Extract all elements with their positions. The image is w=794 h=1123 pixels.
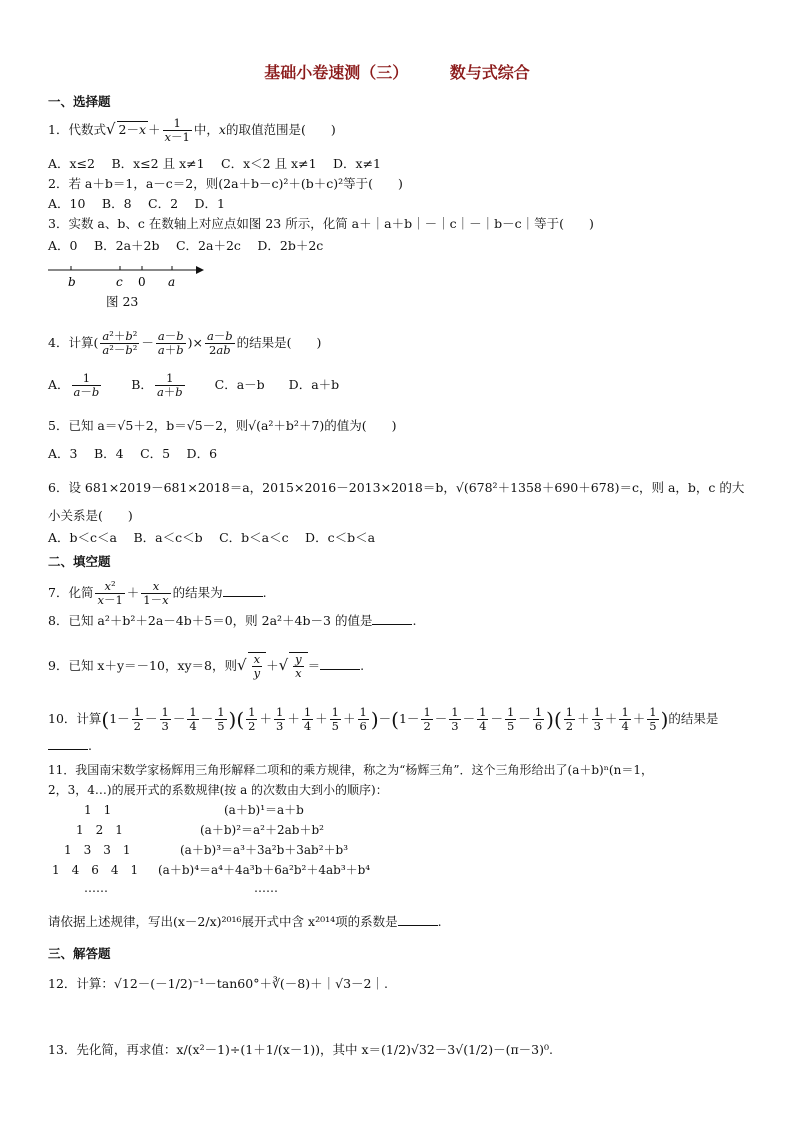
q4-opt-c: C．a－b <box>214 377 265 392</box>
label-zero: 0 <box>138 275 146 289</box>
q4-opt-a: A． <box>48 377 70 392</box>
triangle-row-5: …… <box>84 881 108 895</box>
question-7: 7．化简 $\frac{\text{x²}}{x-1}$ ＋ $\frac{x}{1-x}$ 的结果为 . <box>48 579 267 607</box>
triangle-row-1: 1 1 <box>84 803 112 817</box>
question-1: 1．代数式√ 2－x ＋ $\frac{1}{x-1}$ 中，x的取值范围是( ) <box>48 116 336 144</box>
question-12: 12．计算：√12－(－1/2)⁻¹－tan60°＋∛(－8)＋｜√3－2｜. <box>48 976 388 991</box>
question-8 <box>48 613 416 629</box>
q1-options: A．x≤2 B．x≤2 且 x≠1 C．x＜2 且 x≠1 D．x≠1 <box>48 156 381 171</box>
q10-pre: 10．计算 <box>48 711 102 726</box>
q1-pre: 1．代数式 <box>48 122 106 137</box>
question-9: 9．已知 x＋y＝－10，xy＝8，则√ $\frac{x}{y}$ ＋√ $\frac{y}{x}$ ＝ . <box>48 652 365 680</box>
q4-opt-d: D．a＋b <box>288 377 340 392</box>
title-sub: 数与式综合 <box>449 63 530 82</box>
expansion-3: (a＋b)³＝a³＋3a²b＋3ab²＋b³ <box>180 843 349 857</box>
q10-post: 的结果是 <box>668 711 719 726</box>
section-fill: 二、填空题 <box>48 554 111 569</box>
question-4: 4．计算( $\frac{\text{a²＋b²}}{\text{a²－b²}}$ － $\frac{a-b}{a+b}$ )× $\frac{a-b}{2ab}$ 的结果是( ) <box>48 329 322 357</box>
q6-options: A．b＜c＜a B．a＜c＜b C．b＜a＜c D．c＜b＜a <box>48 530 376 545</box>
expansion-1: (a＋b)¹＝a＋b <box>224 803 304 817</box>
section-solve: 三、解答题 <box>48 946 111 961</box>
question-3: 3．实数 a、b、c 在数轴上对应点如图 23 所示，化简 a＋｜a＋b｜－｜c｜－｜b－c｜等于( ) <box>48 216 594 231</box>
q1-tail: 的取值范围是( ) <box>225 122 336 137</box>
q4-opt-b: B． <box>131 377 153 392</box>
page-title <box>0 60 794 83</box>
q8-end: . <box>412 613 417 628</box>
label-b: b <box>68 275 76 289</box>
q9-pre: 9．已知 x＋y＝－10，xy＝8，则 <box>48 658 238 673</box>
q4-post: 的结果是( ) <box>236 335 322 350</box>
section-choice: 一、选择题 <box>48 94 111 109</box>
q11-ask: 请依据上述规律，写出(x－2/x)²⁰¹⁶展开式中含 x²⁰¹⁴项的系数是 <box>48 914 398 929</box>
question-6-cont: 小关系是( ) <box>48 508 133 523</box>
question-11-cont: 2，3，4…)的展开式的系数规律(按 a 的次数由大到小的顺序)： <box>48 783 388 797</box>
q11-end: . <box>437 914 442 929</box>
question-11-ask <box>48 914 442 930</box>
figure-caption: 图 23 <box>106 294 139 309</box>
triangle-row-2: 1 2 1 <box>76 823 123 837</box>
q1-post: 中， <box>193 122 219 137</box>
q7-end: . <box>262 585 267 600</box>
question-13: 13．先化简，再求值：x/(x²－1)÷(1＋1/(x－1))，其中 x＝(1/2)√32－3√(1/2)－(π－3)⁰. <box>48 1042 553 1057</box>
q10-answer-line <box>48 738 92 754</box>
q5-options: A．3 B．4 C．5 D．6 <box>48 446 218 461</box>
question-6: 6．设 681×2019－681×2018＝a，2015×2016－2013×2018＝b，√(678²＋1358＋690＋678)＝c，则 a，b，c 的大 <box>48 480 745 495</box>
q4-options: A． $\frac{1}{a-b}$ B． $\frac{1}{a+b}$ C．a－b D．a＋b <box>48 371 340 399</box>
q8-text: 8．已知 a²＋b²＋2a－4b＋5＝0，则 2a²＋4b－3 的值是 <box>48 613 373 628</box>
triangle-row-3: 1 3 3 1 <box>64 843 131 857</box>
number-line-figure <box>44 258 214 290</box>
question-10: 10．计算(1－ $\frac{1}{2}$ － $\frac{1}{3}$ － $\frac{1}{4}$ － $\frac{1}{5}$ )( $\frac{1}{2}$ ＋ $\frac{1}{3}$ ＋ $\frac{1}{4}$ ＋ $\frac{1}{5}$ ＋ $\frac{1}{6}$ )－(1－ $\frac{1}{2}$ － $\frac{1}{3}$ － $\frac{1}{4}$ － $\frac{1}{5}$ － $\frac{1}{6}$ )( $\frac{1}{2}$ ＋ $\frac{1}{3}$ ＋ $\frac{1}{4}$ ＋ $\frac{1}{5}$ )的结果是 <box>48 705 719 733</box>
title-main: 基础小卷速测（三） <box>264 63 409 82</box>
q3-options: A．0 B．2a＋2b C．2a＋2c D．2b＋2c <box>48 238 324 253</box>
question-2: 2．若 a＋b＝1，a－c＝2，则(2a＋b－c)²＋(b＋c)²等于( ) <box>48 176 403 191</box>
q7-post: 的结果为 <box>172 585 223 600</box>
q7-pre: 7．化简 <box>48 585 94 600</box>
expansion-5: …… <box>254 881 278 895</box>
triangle-row-4: 1 4 6 4 1 <box>52 863 139 877</box>
question-11: 11．我国南宋数学家杨辉用三角形解释二项和的乘方规律，称之为“杨辉三角”．这个三角形给出了(a＋b)ⁿ(n＝1， <box>48 763 653 777</box>
expansion-2: (a＋b)²＝a²＋2ab＋b² <box>200 823 324 837</box>
q2-options: A．10 B．8 C．2 D．1 <box>48 196 225 211</box>
label-a: a <box>168 275 176 289</box>
q9-end: . <box>360 658 365 673</box>
q10-end: . <box>88 738 92 753</box>
label-c: c <box>116 275 123 289</box>
number-line-arrow <box>196 266 204 274</box>
expansion-4: (a＋b)⁴＝a⁴＋4a³b＋6a²b²＋4ab³＋b⁴ <box>158 863 371 877</box>
q1-var: x <box>218 122 226 137</box>
q4-pre: 4．计算( <box>48 335 99 350</box>
question-5: 5．已知 a＝√5＋2，b＝√5－2，则√(a²＋b²＋7)的值为( ) <box>48 418 397 433</box>
